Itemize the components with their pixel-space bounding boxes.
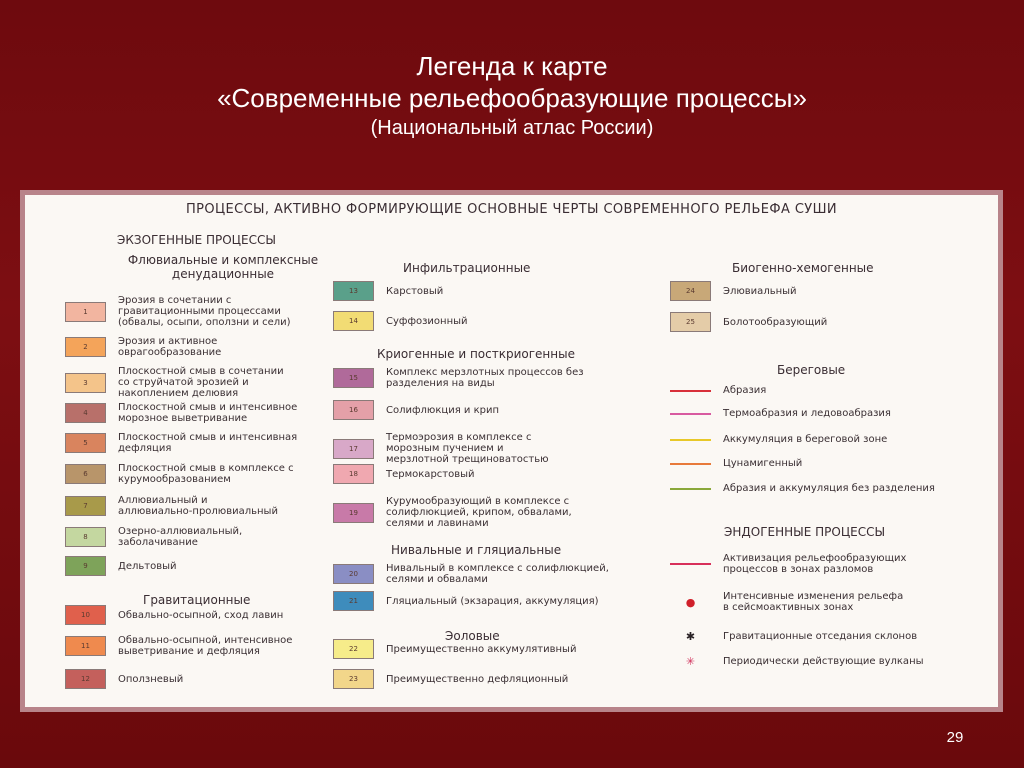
legend-sheet	[25, 195, 998, 707]
legend-item-label: Термокарстовый	[386, 468, 475, 480]
legend-item-label: Гравитационные отседания склонов	[723, 631, 918, 642]
legend-item-label: Плоскостной смыв и интенсивное морозное выветривание	[118, 402, 298, 424]
endogenous-title: ЭНДОГЕННЫЕ ПРОЦЕССЫ	[724, 525, 886, 539]
line-symbol	[670, 439, 711, 441]
legend-item-label: Карстовый	[386, 285, 444, 297]
coastal-title: Береговые	[777, 363, 846, 377]
color-swatch: 24	[670, 281, 711, 301]
title-line-2: «Современные рельефообразующие процессы»	[217, 83, 807, 113]
page-number: 29	[946, 729, 964, 746]
color-swatch: 16	[333, 400, 374, 420]
legend-item	[670, 553, 953, 575]
infiltration-title: Инфильтрационные	[403, 261, 531, 275]
color-swatch: 4	[65, 403, 106, 423]
legend-item	[65, 366, 348, 399]
legend-item	[333, 669, 616, 689]
legend-item-label: Обвально-осыпной, интенсивное выветривание и дефляция	[118, 635, 293, 657]
legend-item	[333, 400, 616, 420]
color-swatch: 12	[65, 669, 106, 689]
gravity-title: Гравитационные	[143, 593, 251, 607]
legend-item-label: Элювиальный	[723, 285, 797, 297]
legend-header: ПРОЦЕССЫ, АКТИВНО ФОРМИРУЮЩИЕ ОСНОВНЫЕ ЧЕРТЫ СОВРЕМЕННОГО РЕЛЬЕФА СУШИ	[185, 202, 838, 217]
color-swatch: 14	[333, 311, 374, 331]
legend-item	[333, 367, 616, 389]
legend-item	[65, 295, 348, 328]
legend-item	[65, 526, 348, 548]
biogenic-title: Биогенно-хемогенные	[732, 261, 874, 275]
legend-item	[65, 495, 348, 517]
legend-item-label: Активизация рельефообразующих процессов в зонах разломов	[723, 553, 907, 575]
legend-item	[670, 483, 953, 494]
color-swatch: 2	[65, 337, 106, 357]
color-swatch: 17	[333, 439, 374, 459]
legend-item	[333, 563, 616, 585]
legend-item	[670, 281, 953, 301]
fluvial-title: Флювиальные и комплексные денудационные	[127, 253, 319, 281]
exogenous-title: ЭКЗОГЕННЫЕ ПРОЦЕССЫ	[117, 233, 276, 247]
legend-item	[670, 458, 953, 469]
legend-item-label: Термоабразия и ледовоабразия	[723, 408, 891, 419]
legend-item-label: Солифлюкция и крип	[386, 404, 499, 416]
dot-symbol: ●	[685, 595, 696, 609]
legend-item-label: Эрозия и активное оврагообразование	[118, 336, 222, 358]
legend-item-label: Аккумуляция в береговой зоне	[723, 434, 888, 445]
legend-item	[65, 336, 348, 358]
legend-item	[670, 591, 953, 613]
legend-item-label: Плоскостной смыв и интенсивная дефляция	[118, 432, 298, 454]
legend-item-label: Оползневый	[118, 673, 184, 685]
legend-item-label: Преимущественно дефляционный	[386, 673, 569, 685]
line-symbol	[670, 488, 711, 490]
legend-item-label: Дельтовый	[118, 560, 177, 572]
legend-image-frame	[20, 190, 1003, 712]
color-swatch: 11	[65, 636, 106, 656]
legend-item-label: Цунамигенный	[723, 458, 803, 469]
legend-item	[333, 281, 616, 301]
legend-item-label: Гляциальный (экзарация, аккумуляция)	[386, 595, 599, 607]
color-swatch: 1	[65, 302, 106, 322]
legend-item	[670, 434, 953, 445]
color-swatch: 15	[333, 368, 374, 388]
legend-item-label: Суффозионный	[386, 315, 468, 327]
legend-item-label: Озерно-аллювиальный, заболачивание	[118, 526, 243, 548]
title-line-3: (Национальный атлас России)	[370, 117, 654, 139]
color-swatch: 9	[65, 556, 106, 576]
star-symbol: ✱	[685, 630, 696, 643]
cryo-title: Криогенные и посткриогенные	[377, 347, 575, 361]
legend-item-label: Преимущественно аккумулятивный	[386, 643, 577, 655]
color-swatch: 7	[65, 496, 106, 516]
legend-item-label: Курумообразующий в комплексе с солифлюкцией, крипом, обвалами, селями и лавинами	[386, 496, 572, 529]
line-symbol	[670, 413, 711, 415]
line-symbol	[670, 563, 711, 565]
legend-item	[333, 591, 616, 611]
legend-item-label: Комплекс мерзлотных процессов без разделения на виды	[386, 367, 584, 389]
legend-item	[333, 464, 616, 484]
color-swatch: 19	[333, 503, 374, 523]
color-swatch: 18	[333, 464, 374, 484]
color-swatch: 8	[65, 527, 106, 547]
legend-item-label: Абразия и аккумуляция без разделения	[723, 483, 935, 494]
color-swatch: 25	[670, 312, 711, 332]
line-symbol	[670, 390, 711, 392]
title-line-1: Легенда к карте	[416, 51, 608, 81]
legend-item-label: Нивальный в комплексе с солифлюкцией, селями и обвалами	[386, 563, 609, 585]
legend-item-label: Плоскостной смыв в сочетании со струйчатой эрозией и накоплением делювия	[118, 366, 284, 399]
legend-item	[65, 432, 348, 454]
color-swatch: 23	[333, 669, 374, 689]
color-swatch: 10	[65, 605, 106, 625]
legend-item-label: Болотообразующий	[723, 316, 828, 328]
legend-item	[333, 496, 616, 529]
legend-item	[670, 656, 953, 667]
legend-item	[65, 605, 348, 625]
slide-title	[0, 50, 1024, 142]
legend-item-label: Аллювиальный и аллювиально-пролювиальный	[118, 495, 278, 517]
color-swatch: 13	[333, 281, 374, 301]
legend-item	[670, 385, 953, 396]
legend-item	[65, 556, 348, 576]
legend-item-label: Обвально-осыпной, сход лавин	[118, 609, 284, 621]
color-swatch: 20	[333, 564, 374, 584]
nival-title: Нивальные и гляциальные	[391, 543, 562, 557]
aeolian-title: Эоловые	[445, 629, 500, 643]
legend-item	[670, 312, 953, 332]
legend-item-label: Периодически действующие вулканы	[723, 656, 924, 667]
legend-item	[670, 631, 953, 642]
legend-item-label: Эрозия в сочетании с гравитационными процессами (обвалы, осыпи, оползни и сели)	[118, 295, 291, 328]
color-swatch: 6	[65, 464, 106, 484]
legend-item	[670, 408, 953, 419]
asterisk-symbol: ✳	[685, 655, 696, 668]
color-swatch: 5	[65, 433, 106, 453]
legend-item-label: Абразия	[723, 385, 767, 396]
legend-item	[65, 402, 348, 424]
color-swatch: 3	[65, 373, 106, 393]
legend-item	[65, 669, 348, 689]
color-swatch: 21	[333, 591, 374, 611]
legend-item-label: Интенсивные изменения рельефа в сейсмоактивных зонах	[723, 591, 904, 613]
legend-item	[333, 311, 616, 331]
line-symbol	[670, 463, 711, 465]
color-swatch: 22	[333, 639, 374, 659]
legend-item	[65, 635, 348, 657]
legend-item	[333, 432, 616, 465]
legend-item	[65, 463, 348, 485]
legend-item-label: Термоэрозия в комплексе с морозным пучением и мерзлотной трещиноватостью	[386, 432, 549, 465]
legend-item-label: Плоскостной смыв в комплексе с курумообразованием	[118, 463, 294, 485]
legend-item	[333, 639, 616, 659]
